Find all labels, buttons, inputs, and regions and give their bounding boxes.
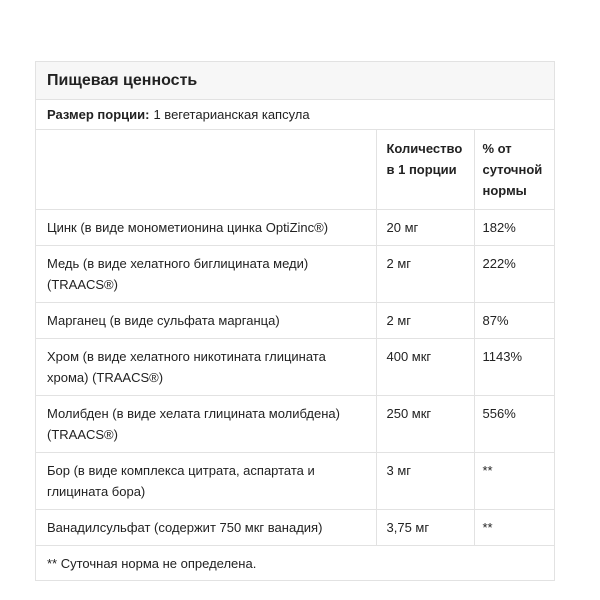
nutrition-facts-panel <box>35 61 555 581</box>
serving-size-value: 1 вегетарианская капсула <box>153 107 310 122</box>
table-row <box>36 210 554 246</box>
serving-size-label: Размер порции: <box>47 107 150 122</box>
nutrient-name: Хром (в виде хелатного никотината глицината хрома) (TRAACS®) <box>36 339 376 396</box>
nutrient-name: Медь (в виде хелатного биглицината меди) (TRAACS®) <box>36 246 376 303</box>
panel-header <box>36 62 554 100</box>
table-row <box>36 396 554 453</box>
nutrient-amount: 20 мг <box>376 210 474 246</box>
column-header-nutrient <box>36 130 376 210</box>
nutrient-amount: 2 мг <box>376 303 474 339</box>
panel-title: Пищевая ценность <box>47 71 198 89</box>
footnote: ** Суточная норма не определена. <box>47 555 257 571</box>
nutrient-daily-value: 1143% <box>474 339 554 396</box>
column-header-amount: Количество в 1 порции <box>376 130 474 210</box>
nutrient-daily-value: 222% <box>474 246 554 303</box>
table-row <box>36 246 554 303</box>
table-row <box>36 303 554 339</box>
nutrient-daily-value: ** <box>474 453 554 510</box>
table-row <box>36 453 554 510</box>
nutrient-name: Цинк (в виде монометионина цинка OptiZinc®) <box>36 210 376 246</box>
nutrient-amount: 400 мкг <box>376 339 474 396</box>
nutrient-name: Ванадилсульфат (содержит 750 мкг ванадия) <box>36 510 376 546</box>
nutrient-name: Молибден (в виде хелата глицината молибдена) (TRAACS®) <box>36 396 376 453</box>
nutrient-daily-value: 556% <box>474 396 554 453</box>
nutrient-daily-value: 182% <box>474 210 554 246</box>
nutrient-amount: 3 мг <box>376 453 474 510</box>
nutrient-name: Марганец (в виде сульфата марганца) <box>36 303 376 339</box>
nutrient-amount: 3,75 мг <box>376 510 474 546</box>
nutrient-amount: 2 мг <box>376 246 474 303</box>
table-header-row <box>36 130 554 210</box>
table-row <box>36 339 554 396</box>
column-header-daily-value: % от суточной нормы <box>474 130 554 210</box>
nutrient-daily-value: ** <box>474 510 554 546</box>
nutrient-daily-value: 87% <box>474 303 554 339</box>
table-row <box>36 510 554 546</box>
nutrient-amount: 250 мкг <box>376 396 474 453</box>
serving-size <box>36 100 554 130</box>
nutrition-table <box>36 130 554 546</box>
nutrient-name: Бор (в виде комплекса цитрата, аспартата и глицината бора) <box>36 453 376 510</box>
